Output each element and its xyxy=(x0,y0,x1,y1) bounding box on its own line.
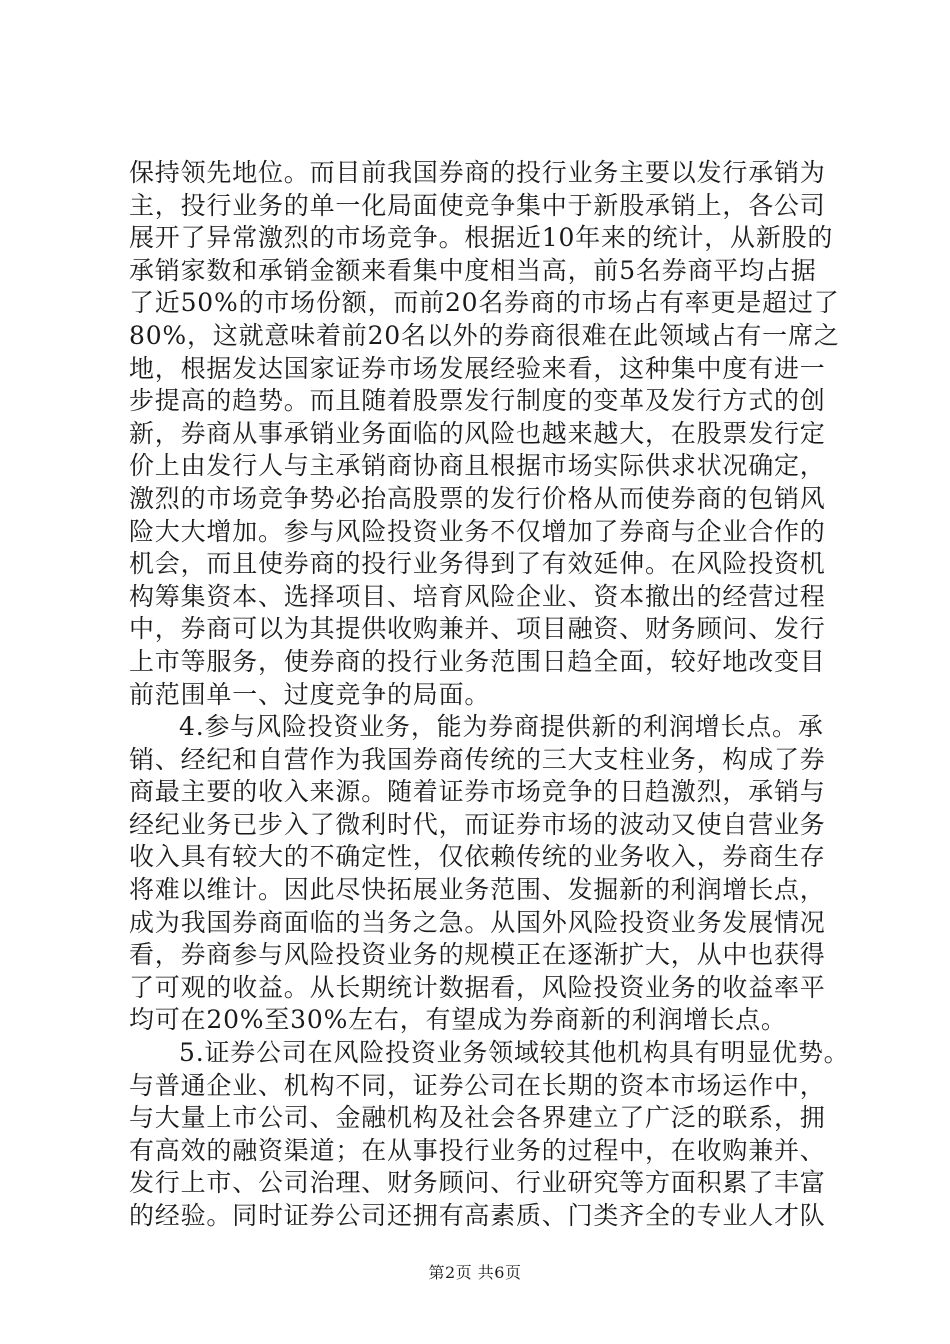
text-line: 价上由发行人与主承销商协商且根据市场实际供求状况确定， xyxy=(129,451,826,481)
text-line: 展开了异常激烈的市场竞争。根据近10年来的统计，从新股的 xyxy=(129,223,834,253)
text-line: 中，券商可以为其提供收购兼并、项目融资、财务顾问、发行 xyxy=(129,614,826,644)
text-line: 步提高的趋势。而且随着股票发行制度的变革及发行方式的创 xyxy=(129,386,826,416)
text-line: 承销家数和承销金额来看集中度相当高，前5名券商平均占据 xyxy=(129,255,817,285)
text-line: 主，投行业务的单一化局面使竞争集中于新股承销上，各公司 xyxy=(129,190,826,220)
text-line: 新，券商从事承销业务面临的风险也越来越大，在股票发行定 xyxy=(129,418,826,448)
text-line: 与普通企业、机构不同，证券公司在长期的资本市场运作中， xyxy=(129,1070,826,1100)
text-line: 销、经纪和自营作为我国券商传统的三大支柱业务，构成了券 xyxy=(129,744,826,774)
text-line: 机会，而且使券商的投行业务得到了有效延伸。在风险投资机 xyxy=(129,549,826,579)
text-line: 将难以维计。因此尽快拓展业务范围、发掘新的利润增长点， xyxy=(129,875,826,905)
paragraph xyxy=(129,711,829,1037)
text-line: 了近50%的市场份额，而前20名券商的市场占有率更是超过了 xyxy=(129,288,840,318)
page-footer xyxy=(0,1260,950,1283)
text-line: 了可观的收益。从长期统计数据看，风险投资业务的收益率平 xyxy=(129,972,826,1002)
page-number-label: 第2页 共6页 xyxy=(428,1263,522,1282)
paragraph xyxy=(129,157,840,711)
text-line: 发行上市、公司治理、财务顾问、行业研究等方面积累了丰富 xyxy=(129,1168,826,1198)
body-text xyxy=(129,157,850,1233)
text-line: 上市等服务，使券商的投行业务范围日趋全面，较好地改变目 xyxy=(129,646,826,676)
text-line: 均可在20%至30%左右，有望成为券商新的利润增长点。 xyxy=(129,1005,787,1035)
text-line: 收入具有较大的不确定性，仅依赖传统的业务收入，券商生存 xyxy=(129,842,826,872)
text-line: 看，券商参与风险投资业务的规模正在逐渐扩大，从中也获得 xyxy=(129,940,826,970)
text-line: 有高效的融资渠道；在从事投行业务的过程中，在收购兼并、 xyxy=(129,1135,826,1165)
text-line: 商最主要的收入来源。随着证券市场竞争的日趋激烈，承销与 xyxy=(129,777,826,807)
text-line: 的经验。同时证券公司还拥有高素质、门类齐全的专业人才队 xyxy=(129,1201,826,1230)
text-line: 地，根据发达国家证券市场发展经验来看，这种集中度有进一 xyxy=(129,353,826,383)
text-line: 激烈的市场竞争势必抬高股票的发行价格从而使券商的包销风 xyxy=(129,483,826,513)
text-line: 成为我国券商面临的当务之急。从国外风险投资业务发展情况 xyxy=(129,907,826,937)
text-line: 险大大增加。参与风险投资业务不仅增加了券商与企业合作的 xyxy=(129,516,826,546)
text-line: 4.参与风险投资业务，能为券商提供新的利润增长点。承 xyxy=(179,712,824,742)
text-line: 5.证券公司在风险投资业务领域较其他机构具有明显优势。 xyxy=(179,1038,850,1068)
text-line: 前范围单一、过度竞争的局面。 xyxy=(129,679,491,709)
text-line: 构筹集资本、选择项目、培育风险企业、资本撤出的经营过程 xyxy=(129,581,826,611)
text-line: 80%，这就意味着前20名以外的券商很难在此领域占有一席之 xyxy=(129,320,840,350)
text-line: 与大量上市公司、金融机构及社会各界建立了广泛的联系，拥 xyxy=(129,1103,826,1133)
text-line: 经纪业务已步入了微利时代，而证券市场的波动又使自营业务 xyxy=(129,809,826,839)
text-line: 保持领先地位。而目前我国券商的投行业务主要以发行承销为 xyxy=(129,158,826,187)
paragraph xyxy=(129,1037,850,1233)
